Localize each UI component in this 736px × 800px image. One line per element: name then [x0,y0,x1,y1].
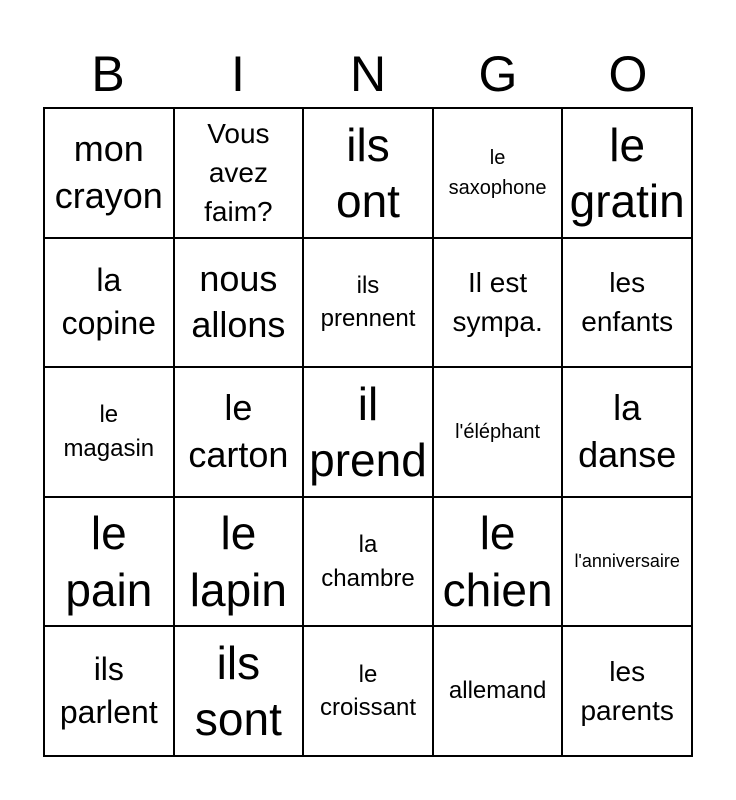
bingo-cell[interactable]: ils parlent [44,626,174,756]
header-letter-b: B [91,46,125,102]
header-letter-g: G [478,46,518,102]
bingo-board [43,107,693,757]
bingo-cell[interactable]: le lapin [174,497,304,627]
bingo-cell[interactable]: ils prennent [303,238,433,368]
bingo-cell[interactable]: la danse [562,367,692,497]
bingo-cell[interactable]: le croissant [303,626,433,756]
bingo-cell[interactable]: le gratin [562,108,692,238]
bingo-cell[interactable]: Vous avez faim? [174,108,304,238]
bingo-cell[interactable]: ils ont [303,108,433,238]
bingo-header [43,40,693,108]
bingo-cell[interactable]: mon crayon [44,108,174,238]
header-letter-i: I [231,46,245,102]
bingo-cell[interactable]: le pain [44,497,174,627]
bingo-cell[interactable]: nous allons [174,238,304,368]
bingo-cell[interactable]: la copine [44,238,174,368]
bingo-cell[interactable]: les enfants [562,238,692,368]
bingo-cell[interactable]: allemand [433,626,563,756]
bingo-cell[interactable]: la chambre [303,497,433,627]
bingo-cell[interactable]: le saxophone [433,108,563,238]
bingo-cell[interactable]: le carton [174,367,304,497]
bingo-cell[interactable]: le chien [433,497,563,627]
bingo-cell[interactable]: le magasin [44,367,174,497]
bingo-cell[interactable]: il prend [303,367,433,497]
bingo-cell[interactable]: l'éléphant [433,367,563,497]
header-letter-o: O [608,46,648,102]
bingo-cell[interactable]: ils sont [174,626,304,756]
bingo-cell[interactable]: les parents [562,626,692,756]
header-letter-n: N [349,46,387,102]
bingo-cell[interactable]: l'anniversaire [562,497,692,627]
bingo-cell[interactable]: Il est sympa. [433,238,563,368]
